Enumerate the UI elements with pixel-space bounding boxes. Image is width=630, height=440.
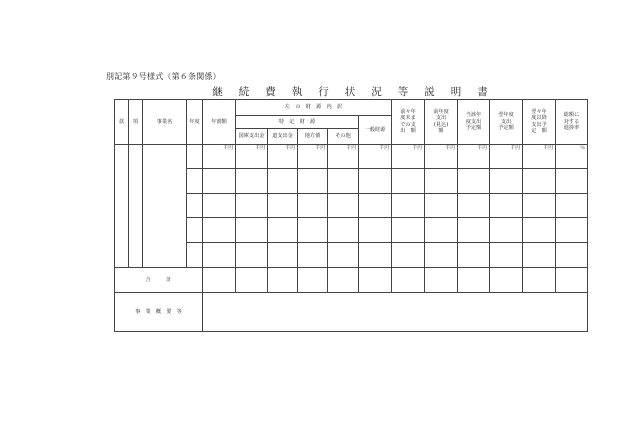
total-yokuyoku[interactable]	[523, 267, 556, 293]
cell-kokko[interactable]	[236, 169, 268, 194]
header-shinchoku: 総額に 対する 進捗率	[556, 100, 588, 145]
cell-ken[interactable]	[268, 169, 298, 194]
cell-nenwari[interactable]	[203, 193, 236, 218]
unit-yoku[interactable]: 千円	[490, 144, 523, 169]
title-char: 続	[238, 86, 250, 98]
cell-yokuyoku[interactable]	[523, 193, 556, 218]
header-nendo: 年度	[187, 100, 203, 145]
total-kokko[interactable]	[236, 267, 268, 293]
cell-zenzen[interactable]	[392, 193, 425, 218]
cell-nenwari[interactable]	[203, 243, 236, 268]
cell-zenzen[interactable]	[392, 218, 425, 243]
title-char: 等	[397, 86, 409, 98]
cell-ippan[interactable]	[359, 193, 392, 218]
total-zenzen[interactable]	[392, 267, 425, 293]
header-jigyo-mei: 事業名	[143, 100, 187, 145]
cell-kou[interactable]	[129, 144, 143, 267]
header-chihosai: 地方債	[298, 128, 328, 144]
cell-chihosai[interactable]	[298, 193, 328, 218]
cell-sonota[interactable]	[328, 169, 359, 194]
cell-yoku[interactable]	[490, 193, 523, 218]
unit-ken[interactable]: 千円	[268, 144, 298, 169]
cell-nendo[interactable]	[187, 169, 203, 194]
unit-ippan[interactable]: 千円	[359, 144, 392, 169]
cell-zenzen[interactable]	[392, 243, 425, 268]
cell-ippan[interactable]	[359, 218, 392, 243]
cell-kokko[interactable]	[236, 243, 268, 268]
cell-ken[interactable]	[268, 218, 298, 243]
cell-jigyo-mei[interactable]	[143, 144, 187, 267]
unit-nenwari[interactable]: 千円	[203, 144, 236, 169]
total-label: 合 計	[115, 267, 203, 293]
cell-yoku[interactable]	[490, 169, 523, 194]
header-tou: 当該年 度支出 予定額	[458, 100, 490, 145]
unit-kokko[interactable]: 千円	[236, 144, 268, 169]
cell-sonota[interactable]	[328, 218, 359, 243]
cell-zen[interactable]	[425, 243, 458, 268]
total-zen[interactable]	[425, 267, 458, 293]
summary-label: 事 業 概 要 等	[115, 293, 203, 332]
cell-nendo[interactable]	[187, 243, 203, 268]
cell-tou[interactable]	[458, 243, 490, 268]
header-kan: 款	[115, 100, 129, 145]
cell-ken[interactable]	[268, 243, 298, 268]
total-sonota[interactable]	[328, 267, 359, 293]
cell-nenwari[interactable]	[203, 169, 236, 194]
unit-sonota[interactable]: 千円	[328, 144, 359, 169]
title-char: 説	[424, 86, 435, 98]
cell-kokko[interactable]	[236, 218, 268, 243]
cell-kan[interactable]	[115, 144, 129, 267]
cell-nenwari[interactable]	[203, 218, 236, 243]
header-tokutei-zaigen: 特 定 財 源	[236, 116, 359, 128]
cell-tou[interactable]	[458, 169, 490, 194]
cell-yokuyoku[interactable]	[523, 169, 556, 194]
cell-shinchoku[interactable]	[556, 243, 588, 268]
header-yoku: 翌年度 支出 予定額	[490, 100, 523, 145]
header-zen: 前年度 支出 (見込) 額	[425, 100, 458, 145]
cell-tou[interactable]	[458, 218, 490, 243]
cell-nendo[interactable]	[187, 218, 203, 243]
cell-yoku[interactable]	[490, 218, 523, 243]
title-char: 継	[212, 86, 223, 98]
cell-tou[interactable]	[458, 193, 490, 218]
total-shinchoku[interactable]	[556, 267, 588, 293]
header-kou: 項	[129, 100, 143, 145]
cell-zen[interactable]	[425, 218, 458, 243]
total-chihosai[interactable]	[298, 267, 328, 293]
cell-shinchoku[interactable]	[556, 193, 588, 218]
unit-yokuyoku[interactable]: 千円	[523, 144, 556, 169]
cell-nendo[interactable]	[187, 144, 203, 169]
cell-ippan[interactable]	[359, 169, 392, 194]
cell-chihosai[interactable]	[298, 218, 328, 243]
cell-chihosai[interactable]	[298, 169, 328, 194]
header-sonota: その他	[328, 128, 359, 144]
unit-shinchoku[interactable]: ％	[556, 144, 588, 169]
total-tou[interactable]	[458, 267, 490, 293]
title-char: 執	[291, 86, 303, 98]
header-zenzen: 前々年 度末ま での支 出 額	[392, 100, 425, 145]
summary-field[interactable]	[203, 293, 588, 332]
title-char: 費	[265, 86, 276, 98]
header-nenwari-gaku: 年割額	[203, 100, 236, 145]
form-title	[160, 84, 540, 99]
cell-sonota[interactable]	[328, 243, 359, 268]
cell-shinchoku[interactable]	[556, 218, 588, 243]
title-char: 書	[477, 86, 488, 98]
title-char: 行	[318, 86, 329, 98]
form-caption: 別記第９号様式（第６条関係）	[106, 72, 221, 81]
unit-zenzen[interactable]: 千円	[392, 144, 425, 169]
header-ken: 道支出金	[268, 128, 298, 144]
title-char: 状	[344, 86, 356, 98]
total-yoku[interactable]	[490, 267, 523, 293]
unit-zen[interactable]: 千円	[425, 144, 458, 169]
cell-zen[interactable]	[425, 193, 458, 218]
total-ippan[interactable]	[359, 267, 392, 293]
cell-shinchoku[interactable]	[556, 169, 588, 194]
total-ken[interactable]	[268, 267, 298, 293]
total-nenwari[interactable]	[203, 267, 236, 293]
cell-yokuyoku[interactable]	[523, 243, 556, 268]
header-ippan-zaigen: 一般財源	[359, 116, 392, 145]
header-yokuyoku: 翌々年 度以降 支出予 定 額	[523, 100, 556, 145]
cell-chihosai[interactable]	[298, 243, 328, 268]
unit-chihosai[interactable]: 千円	[298, 144, 328, 169]
cell-zen[interactable]	[425, 169, 458, 194]
cell-yokuyoku[interactable]	[523, 218, 556, 243]
cell-nendo[interactable]	[187, 193, 203, 218]
continuing-expense-table	[114, 99, 588, 332]
cell-yoku[interactable]	[490, 243, 523, 268]
header-kokko: 国庫支出金	[236, 128, 268, 144]
title-char: 況	[371, 86, 382, 98]
cell-zenzen[interactable]	[392, 169, 425, 194]
header-zaigen-naiyaku: 左 の 財 源 内 訳	[236, 100, 392, 116]
cell-ken[interactable]	[268, 193, 298, 218]
unit-tou[interactable]: 千円	[458, 144, 490, 169]
cell-ippan[interactable]	[359, 243, 392, 268]
title-char: 明	[450, 86, 462, 98]
cell-kokko[interactable]	[236, 193, 268, 218]
cell-sonota[interactable]	[328, 193, 359, 218]
